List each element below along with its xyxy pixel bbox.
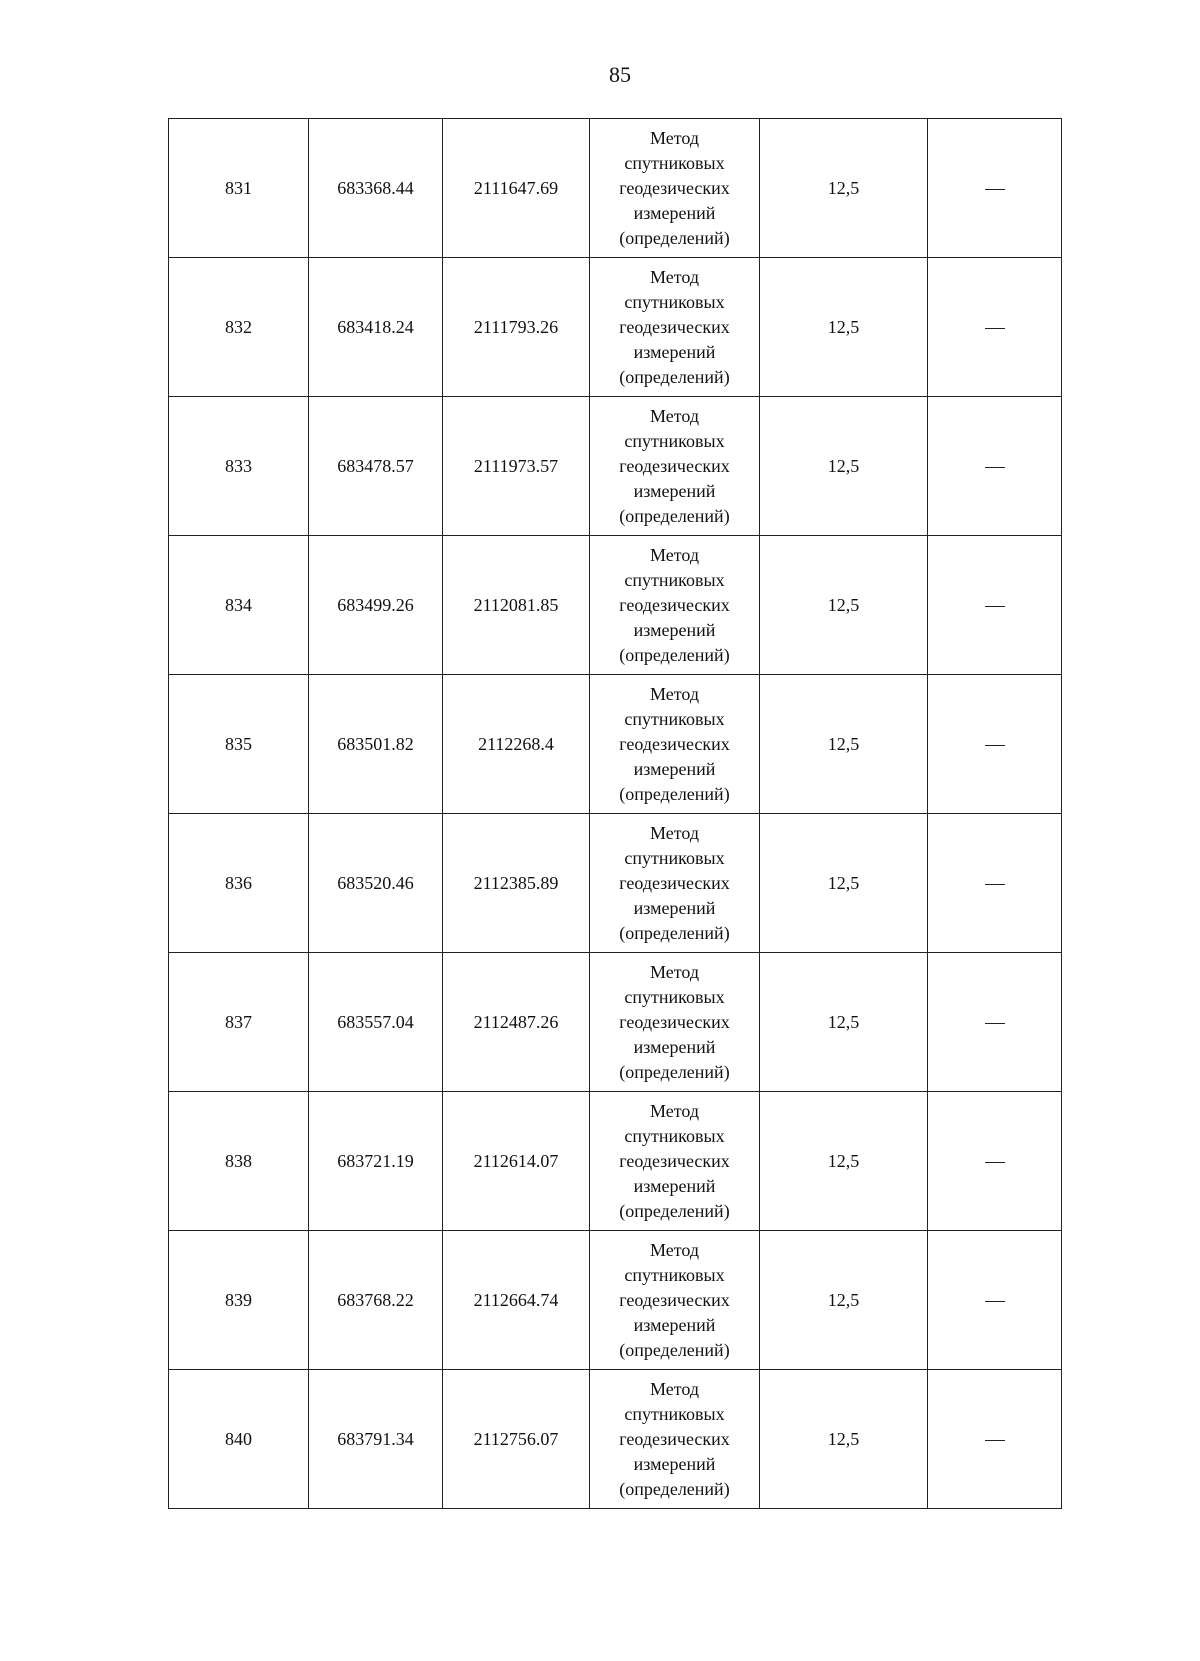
point-number-cell: 832	[169, 258, 309, 397]
method-line: Метод	[649, 961, 700, 982]
method-line: геодезических	[619, 455, 730, 476]
method-line: Метод	[649, 683, 700, 704]
table-row	[169, 119, 1062, 258]
method-line: спутниковых	[624, 569, 725, 590]
y-coordinate-cell: 2111973.57	[443, 397, 590, 536]
accuracy-cell: 12,5	[760, 1370, 928, 1509]
method-line: спутниковых	[624, 986, 725, 1007]
y-coordinate-cell: 2112268.4	[443, 675, 590, 814]
accuracy-cell: 12,5	[760, 258, 928, 397]
dash-mark	[985, 467, 1005, 468]
method-cell	[590, 814, 760, 953]
x-coordinate-cell: 683768.22	[309, 1231, 443, 1370]
point-number-cell: 834	[169, 536, 309, 675]
x-coordinate-cell: 683557.04	[309, 953, 443, 1092]
y-coordinate-cell: 2112664.74	[443, 1231, 590, 1370]
method-line: Метод	[649, 127, 700, 148]
table-row	[169, 1370, 1062, 1509]
method-line: измерений	[633, 480, 716, 501]
dash-mark	[985, 1440, 1005, 1441]
dash-mark	[985, 606, 1005, 607]
method-line: геодезических	[619, 1011, 730, 1032]
accuracy-cell: 12,5	[760, 1231, 928, 1370]
page-number: 85	[609, 62, 631, 87]
dash-mark	[985, 189, 1005, 190]
dash-mark	[985, 884, 1005, 885]
x-coordinate-cell: 683418.24	[309, 258, 443, 397]
table-row	[169, 1231, 1062, 1370]
method-line: Метод	[649, 1239, 700, 1260]
method-line: Метод	[649, 544, 700, 565]
coordinates-table-body	[169, 119, 1062, 1509]
dash-mark	[985, 745, 1005, 746]
method-line: измерений	[633, 897, 716, 918]
method-line: Метод	[649, 1100, 700, 1121]
point-number-cell: 835	[169, 675, 309, 814]
method-line: геодезических	[619, 594, 730, 615]
accuracy-cell: 12,5	[760, 814, 928, 953]
method-line: (определений)	[619, 1061, 730, 1082]
note-cell	[928, 953, 1062, 1092]
method-line: (определений)	[619, 1339, 730, 1360]
method-line: Метод	[649, 405, 700, 426]
table-row	[169, 814, 1062, 953]
dash-mark	[985, 328, 1005, 329]
method-cell	[590, 953, 760, 1092]
point-number-cell: 833	[169, 397, 309, 536]
accuracy-cell: 12,5	[760, 119, 928, 258]
method-line: измерений	[633, 1036, 716, 1057]
point-number-cell: 840	[169, 1370, 309, 1509]
method-line: (определений)	[619, 366, 730, 387]
x-coordinate-cell: 683501.82	[309, 675, 443, 814]
table-row	[169, 953, 1062, 1092]
x-coordinate-cell: 683791.34	[309, 1370, 443, 1509]
accuracy-cell: 12,5	[760, 675, 928, 814]
y-coordinate-cell: 2112081.85	[443, 536, 590, 675]
method-line: (определений)	[619, 1478, 730, 1499]
method-cell	[590, 675, 760, 814]
method-line: (определений)	[619, 227, 730, 248]
x-coordinate-cell: 683499.26	[309, 536, 443, 675]
method-line: геодезических	[619, 1428, 730, 1449]
method-cell	[590, 536, 760, 675]
y-coordinate-cell: 2112614.07	[443, 1092, 590, 1231]
table-row	[169, 675, 1062, 814]
method-cell	[590, 119, 760, 258]
y-coordinate-cell: 2112385.89	[443, 814, 590, 953]
method-cell	[590, 1092, 760, 1231]
accuracy-cell: 12,5	[760, 953, 928, 1092]
accuracy-cell: 12,5	[760, 536, 928, 675]
note-cell	[928, 1370, 1062, 1509]
dash-mark	[985, 1023, 1005, 1024]
point-number-cell: 839	[169, 1231, 309, 1370]
method-line: Метод	[649, 1378, 700, 1399]
point-number-cell: 838	[169, 1092, 309, 1231]
method-line: измерений	[633, 619, 716, 640]
method-line: геодезических	[619, 1289, 730, 1310]
note-cell	[928, 814, 1062, 953]
method-cell	[590, 1370, 760, 1509]
table-row	[169, 536, 1062, 675]
method-line: геодезических	[619, 1150, 730, 1171]
method-cell	[590, 258, 760, 397]
method-line: Метод	[649, 266, 700, 287]
note-cell	[928, 397, 1062, 536]
method-line: спутниковых	[624, 708, 725, 729]
table-row	[169, 258, 1062, 397]
method-line: измерений	[633, 1314, 716, 1335]
dash-mark	[985, 1162, 1005, 1163]
dash-mark	[985, 1301, 1005, 1302]
method-line: (определений)	[619, 783, 730, 804]
point-number-cell: 831	[169, 119, 309, 258]
method-line: спутниковых	[624, 1403, 725, 1424]
note-cell	[928, 536, 1062, 675]
table-row	[169, 1092, 1062, 1231]
table-row	[169, 397, 1062, 536]
method-line: измерений	[633, 341, 716, 362]
method-line: (определений)	[619, 922, 730, 943]
method-line: спутниковых	[624, 1125, 725, 1146]
note-cell	[928, 258, 1062, 397]
note-cell	[928, 119, 1062, 258]
method-line: геодезических	[619, 316, 730, 337]
method-line: (определений)	[619, 1200, 730, 1221]
y-coordinate-cell: 2111647.69	[443, 119, 590, 258]
point-number-cell: 836	[169, 814, 309, 953]
method-cell	[590, 1231, 760, 1370]
y-coordinate-cell: 2111793.26	[443, 258, 590, 397]
method-line: спутниковых	[624, 1264, 725, 1285]
x-coordinate-cell: 683478.57	[309, 397, 443, 536]
accuracy-cell: 12,5	[760, 397, 928, 536]
method-line: геодезических	[619, 872, 730, 893]
y-coordinate-cell: 2112487.26	[443, 953, 590, 1092]
method-line: (определений)	[619, 644, 730, 665]
coordinates-table	[168, 118, 1062, 1509]
method-line: измерений	[633, 1175, 716, 1196]
point-number-cell: 837	[169, 953, 309, 1092]
accuracy-cell: 12,5	[760, 1092, 928, 1231]
y-coordinate-cell: 2112756.07	[443, 1370, 590, 1509]
note-cell	[928, 1092, 1062, 1231]
method-line: спутниковых	[624, 291, 725, 312]
method-line: спутниковых	[624, 152, 725, 173]
method-cell	[590, 397, 760, 536]
method-line: геодезических	[619, 177, 730, 198]
note-cell	[928, 1231, 1062, 1370]
method-line: (определений)	[619, 505, 730, 526]
method-line: спутниковых	[624, 430, 725, 451]
method-line: измерений	[633, 202, 716, 223]
method-line: спутниковых	[624, 847, 725, 868]
method-line: измерений	[633, 1453, 716, 1474]
method-line: измерений	[633, 758, 716, 779]
method-line: геодезических	[619, 733, 730, 754]
x-coordinate-cell: 683368.44	[309, 119, 443, 258]
note-cell	[928, 675, 1062, 814]
method-line: Метод	[649, 822, 700, 843]
x-coordinate-cell: 683721.19	[309, 1092, 443, 1231]
x-coordinate-cell: 683520.46	[309, 814, 443, 953]
